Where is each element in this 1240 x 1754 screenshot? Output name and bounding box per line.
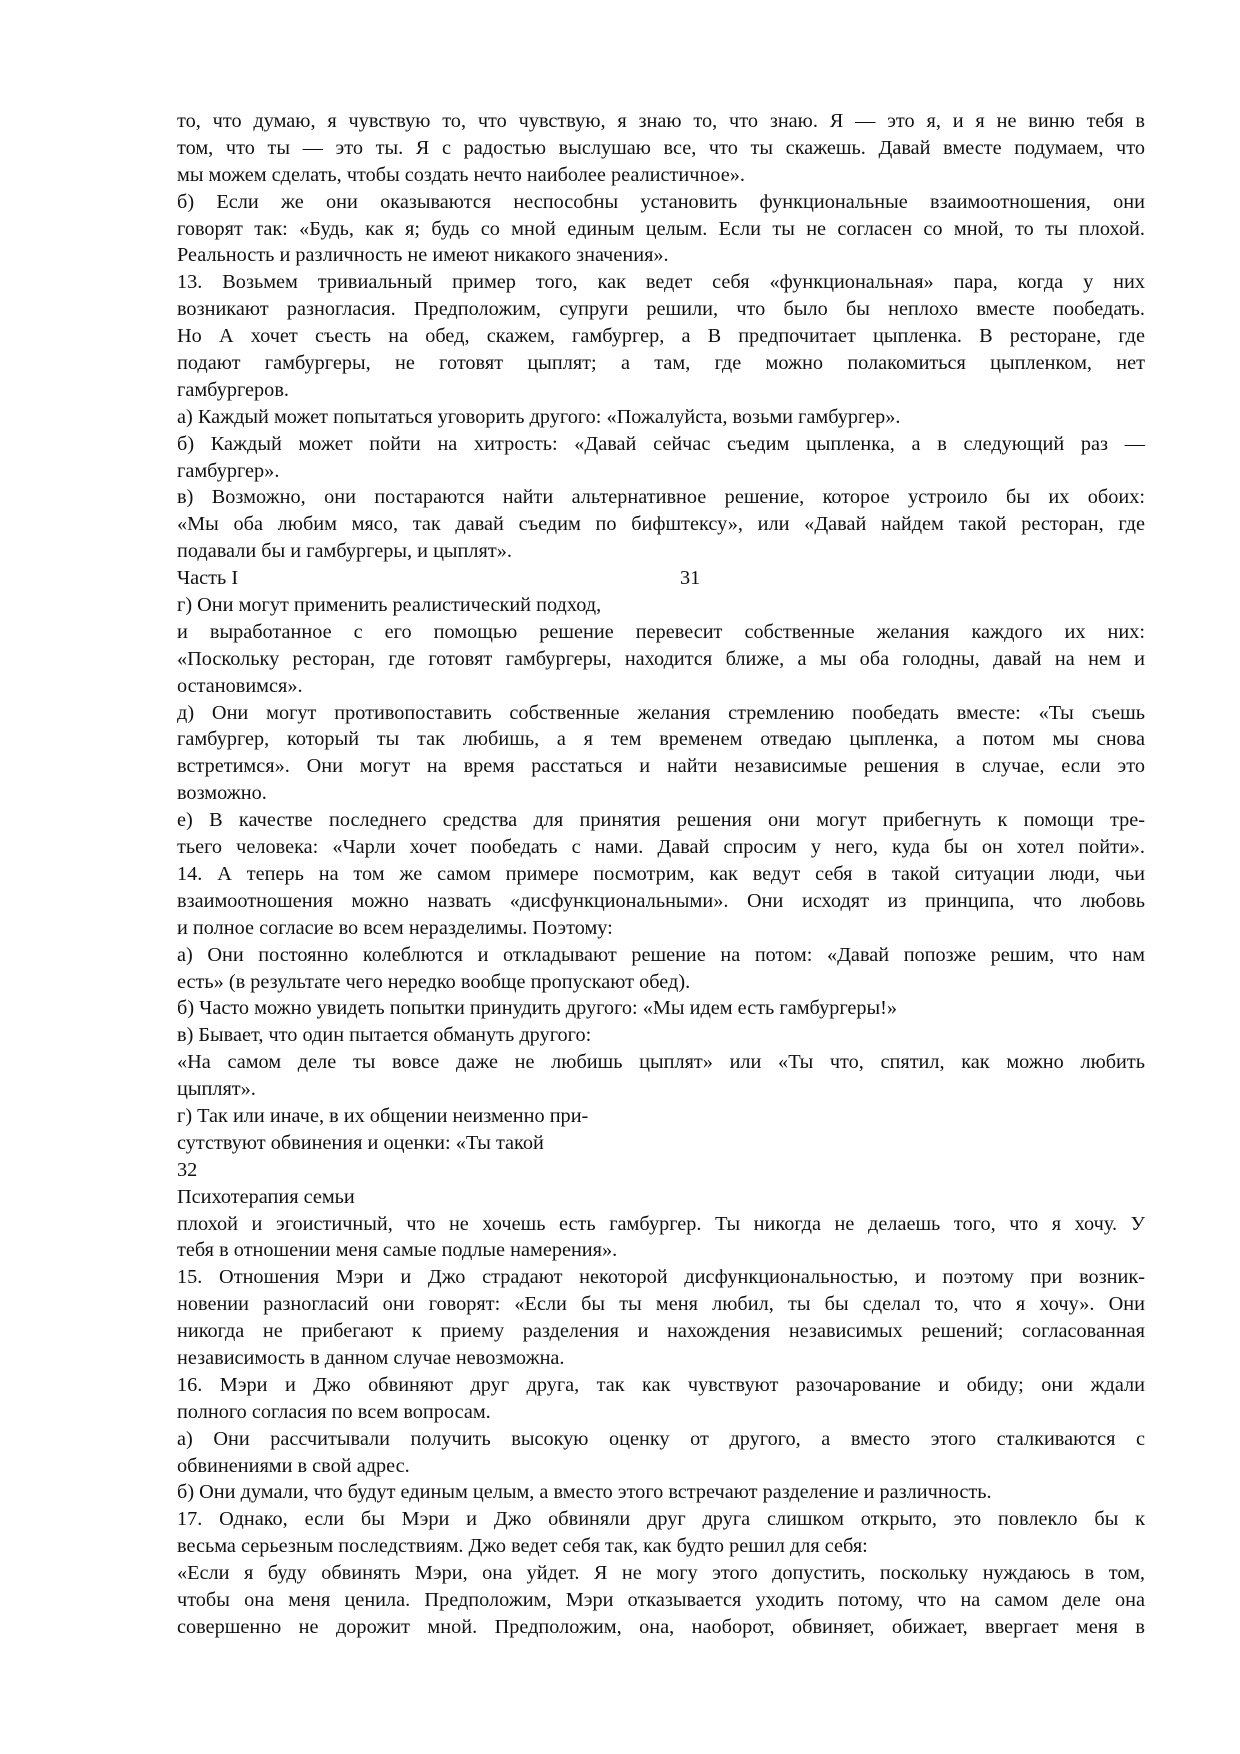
text-line: «Поскольку ресторан, где готовят гамбургеры, находится ближе, а мы оба голодны, давай на нем и <box>177 647 1145 670</box>
text-line: 14. А теперь на том же самом примере посмотрим, как ведут себя в такой ситуации люди, чьи <box>177 862 1145 885</box>
text-line: б) Они думали, что будут единым целым, а вместо этого встречают разделение и различность. <box>177 1481 992 1504</box>
text-line: 17. Однако, если бы Мэри и Джо обвиняли друг друга слишком открыто, это повлекло бы к <box>177 1508 1145 1531</box>
text-line: то, что думаю, я чувствую то, что чувствую, я знаю то, что знаю. Я — это я, и я не виню тебя в <box>177 110 1145 132</box>
text-line: цыплят». <box>177 1078 256 1101</box>
text-line: возникают разногласия. Предположим, супруги решили, что было бы неплохо вместе пообедать. <box>177 298 1145 321</box>
text-line: гамбургер, который ты так любишь, а я тем временем отведаю цыпленка, а потом мы снова <box>177 728 1145 751</box>
text-line: «Мы оба любим мясо, так давай съедим по бифштексу», или «Давай найдем такой ресторан, где <box>177 513 1145 536</box>
text-line: в) Бывает, что один пытается обмануть другого: <box>177 1024 592 1047</box>
text-line: обвинениями в свой адрес. <box>177 1454 410 1477</box>
text-line: «На самом деле ты вовсе даже не любишь цыплят» или «Ты что, спятил, как можно любить <box>177 1051 1145 1074</box>
text-line: е) В качестве последнего средства для принятия решения они могут прибегнуть к помощи тре- <box>177 809 1145 832</box>
text-line: г) Они могут применить реалистический подход, <box>177 594 602 617</box>
text-line: б) Если же они оказываются неспособны установить функциональные взаимоотношения, они <box>177 190 1145 213</box>
text-line: г) Так или иначе, в их общении неизменно при- <box>177 1104 589 1127</box>
text-line: независимость в данном случае невозможна. <box>177 1346 565 1369</box>
running-head-title: Часть I <box>177 567 239 590</box>
text-line: тебя в отношении меня самые подлые намерения». <box>177 1239 618 1262</box>
running-head-title: Психотерапия семьи <box>177 1185 355 1208</box>
text-line: совершенно не дорожит мной. Предположим, она, наоборот, обвиняет, обижает, ввергает меня в <box>177 1615 1145 1638</box>
text-line: том, что ты — это ты. Я с радостью выслушаю все, что ты скажешь. Давай вместе подумаем, что <box>177 136 1145 159</box>
text-line: встретимся». Они могут на время расстаться и найти независимые решения в случае, если это <box>177 755 1145 778</box>
text-line: чтобы она меня ценила. Предположим, Мэри отказывается уходить потому, что на самом деле она <box>177 1588 1145 1611</box>
text-line: гамбургер». <box>177 459 280 482</box>
text-line: весьма серьезным последствиям. Джо ведет себя так, как будто решил для себя: <box>177 1535 868 1558</box>
text-line: сутствуют обвинения и оценки: «Ты такой <box>177 1131 544 1154</box>
text-line: и выработанное с его помощью решение перевесит собственные желания каждого их них: <box>177 620 1145 643</box>
text-line: остановимся». <box>177 674 303 697</box>
text-line: «Если я буду обвинять Мэри, она уйдет. Я не могу этого допустить, поскольку нуждаюсь в том, <box>177 1562 1145 1585</box>
text-line: никогда не прибегают к приему разделения и нахождения независимых решений; согласованная <box>177 1320 1145 1343</box>
text-line: есть» (в результате чего нередко вообще пропускают обед). <box>177 970 691 993</box>
text-line: 16. Мэри и Джо обвиняют друг друга, так как чувствуют разочарование и обиду; они ждали <box>177 1373 1145 1396</box>
text-line: возможно. <box>177 782 267 805</box>
text-line: тьего человека: «Чарли хочет пообедать с нами. Давай спросим у него, куда бы он хотел пойти». <box>177 836 1145 859</box>
text-line: а) Они постоянно колеблются и откладывают решение на потом: «Давай попозже решим, что нам <box>177 943 1145 966</box>
page-number: 32 <box>177 1158 198 1181</box>
text-line: взаимоотношения можно назвать «дисфункциональными». Они исходят из принципа, что любовь <box>177 889 1145 912</box>
text-line: а) Они рассчитывали получить высокую оценку от другого, а вместо этого сталкиваются с <box>177 1427 1145 1450</box>
text-line: а) Каждый может попытаться уговорить другого: «Пожалуйста, возьми гамбургер». <box>177 405 901 428</box>
text-line: б) Часто можно увидеть попытки принудить другого: «Мы идем есть гамбургеры!» <box>177 997 898 1020</box>
text-line: говорят так: «Будь, как я; будь со мной единым целым. Если ты не согласен со мной, то ты плохой. <box>177 217 1145 240</box>
text-line: и полное согласие во всем неразделимы. Поэтому: <box>177 916 613 939</box>
text-line: полного согласия по всем вопросам. <box>177 1400 491 1423</box>
text-line: подавали бы и гамбургеры, и цыплят». <box>177 540 512 563</box>
text-line: 15. Отношения Мэри и Джо страдают некоторой дисфункциональностью, и поэтому при возник- <box>177 1266 1145 1289</box>
body-text <box>177 108 1145 1641</box>
text-line: б) Каждый может пойти на хитрость: «Давай сейчас съедим цыпленка, а в следующий раз — <box>177 432 1145 455</box>
text-line: Но А хочет съесть на обед, скажем, гамбургер, а В предпочитает цыпленка. В ресторане, где <box>177 325 1145 348</box>
text-line: новении разногласий они говорят: «Если бы ты меня любил, ты бы сделал то, что я хочу». Они <box>177 1293 1145 1316</box>
text-line: д) Они могут противопоставить собственные желания стремлению пообедать вместе: «Ты съешь <box>177 701 1145 724</box>
text-line: плохой и эгоистичный, что не хочешь есть гамбургер. Ты никогда не делаешь того, что я хочу. У <box>177 1212 1145 1235</box>
text-line: гамбургеров. <box>177 378 289 401</box>
text-line: в) Возможно, они постараются найти альтернативное решение, которое устроило бы их обоих: <box>177 486 1145 509</box>
text-line: 13. Возьмем тривиальный пример того, как ведет себя «функциональная» пара, когда у них <box>177 271 1145 294</box>
text-line: мы можем сделать, чтобы создать нечто наиболее реалистичное». <box>177 163 745 186</box>
running-head-part-page <box>177 565 1145 592</box>
text-line: Реальность и различность не имеют никакого значения». <box>177 244 669 267</box>
text-line: подают гамбургеры, не готовят цыплят; а там, где можно полакомиться цыпленком, нет <box>177 352 1145 375</box>
page-number: 31 <box>680 567 701 590</box>
